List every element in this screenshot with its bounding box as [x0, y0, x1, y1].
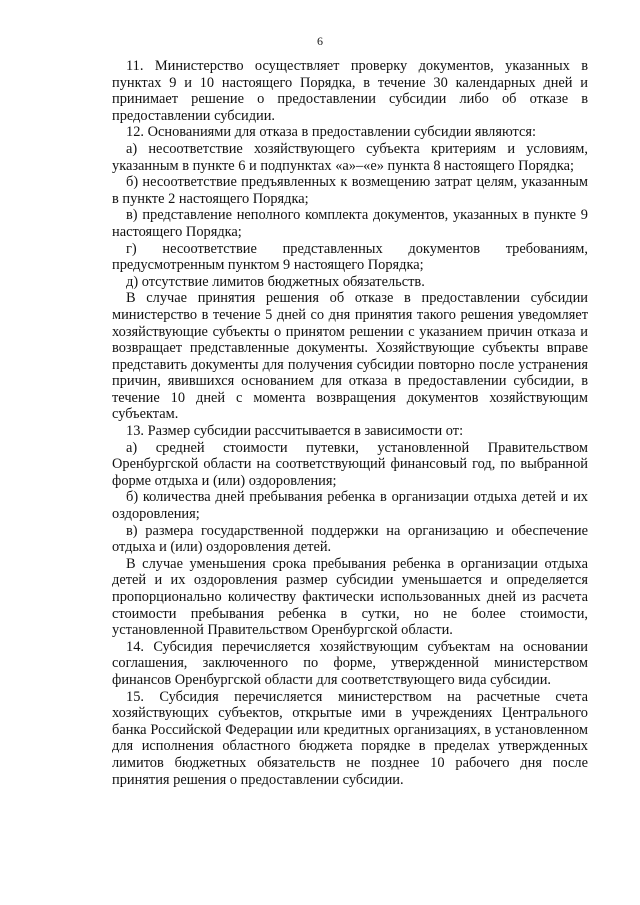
paragraph-11: 11. Министерство осуществляет проверку документов, указанных в пунктах 9 и 10 настоящего Порядка, в течение 30 календарных дней и принимает решение о предоставлении субсидии либо об отказе в предоставлении субсидии.	[112, 58, 588, 124]
document-body	[112, 58, 588, 788]
paragraph-14: 14. Субсидия перечисляется хозяйствующим субъектам на основании соглашения, заключенного по форме, утвержденной министерством финансов Оренбургской области для соответствующего вида субсидии.	[112, 638, 588, 688]
paragraph-12-b: б) несоответствие предъявленных к возмещению затрат целям, указанным в пункте 2 настоящего Порядка;	[112, 174, 588, 207]
paragraph-12-g: г) несоответствие представленных документов требованиям, предусмотренным пунктом 9 настоящего Порядка;	[112, 240, 588, 274]
paragraph-12-v: в) представление неполного комплекта документов, указанных в пункте 9 настоящего Порядка;	[112, 207, 588, 240]
paragraph-12-d: д) отсутствие лимитов бюджетных обязательств.	[126, 273, 425, 290]
page-number: 6	[317, 34, 323, 48]
paragraph-13-b: б) количества дней пребывания ребенка в организации отдыха детей и их оздоровления;	[112, 489, 588, 523]
paragraph-12: 12. Основаниями для отказа в предоставлении субсидии являются:	[126, 124, 536, 141]
paragraph-13-v: в) размера государственной поддержки на организацию и обеспечение отдыха и (или) оздоровления детей.	[112, 522, 588, 556]
paragraph-reduction: В случае уменьшения срока пребывания ребенка в организации отдыха детей и их оздоровления размер субсидии уменьшается и определяется пропорционально количеству фактически использованных дней из расчета стоимости пребывания ребенка в сутки, но не более стоимости, установленной Правительством Оренбургской области.	[112, 555, 588, 639]
paragraph-refusal-notice: В случае принятия решения об отказе в предоставлении субсидии министерство в течение 5 дней со дня принятия такого решения уведомляет хозяйствующие субъекты о принятом решении с указанием причин отказа и возвращает представленные документы. Хозяйствующие субъекты вправе представить документы для получения субсидии повторно после устранения причин, явившихся основанием для отказа в предоставлении субсидии, в течение 10 дней с момента возвращения документов хозяйствующим субъектам.	[112, 290, 588, 423]
paragraph-13: 13. Размер субсидии рассчитывается в зависимости от:	[126, 423, 464, 440]
paragraph-15: 15. Субсидия перечисляется министерством на расчетные счета хозяйствующих субъектов, открытые ими в учреждениях Центрального банка Российской Федерации или кредитных организациях, в установленном для исполнения областного бюджета порядке в пределах утвержденных лимитов бюджетных обязательств не позднее 10 рабочего дня после принятия решения о предоставлении субсидии.	[112, 688, 588, 788]
paragraph-13-a: а) средней стоимости путевки, установленной Правительством Оренбургской области на соответствующий финансовый год, по выбранной форме отдыха и (или) оздоровления;	[112, 439, 588, 489]
paragraph-12-a: а) несоответствие хозяйствующего субъекта критериям и условиям, указанным в пункте 6 и подпунктах «а»–«е» пункта 8 настоящего Порядка;	[112, 140, 588, 174]
